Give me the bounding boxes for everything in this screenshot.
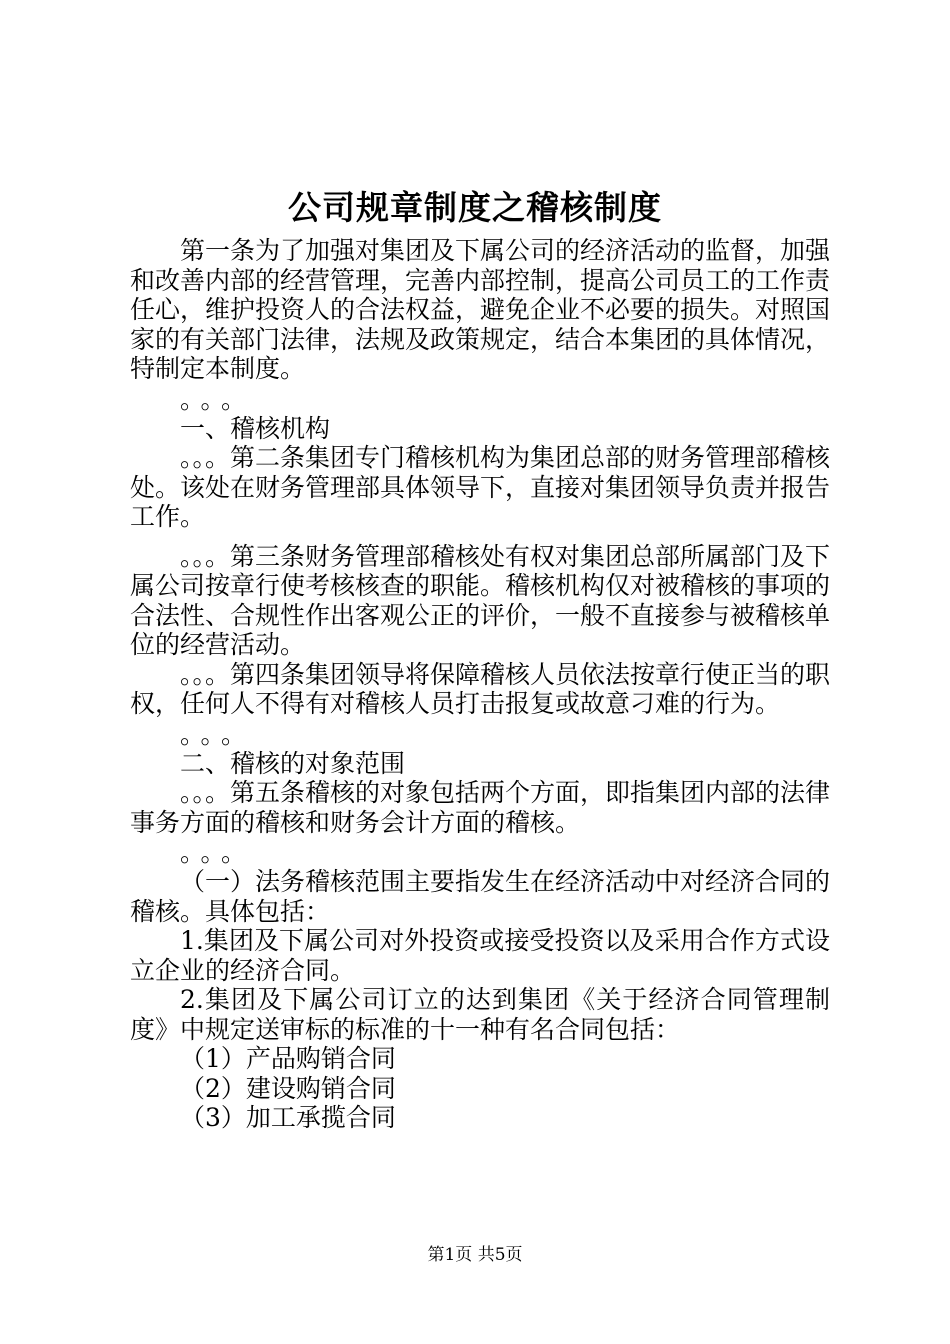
ellipsis-marker: 。。。 [180,838,255,867]
paragraph: 。。。第五条稽核的对象包括两个方面，即指集团内部的法律事务方面的稽核和财务会计方面的稽核。 [130,778,831,837]
paragraph: 。。。第二条集团专门稽核机构为集团总部的财务管理部稽核处。该处在财务管理部具体领导下，直接对集团领导负责并报告工作。 [130,443,831,531]
paragraph: （一）法务稽核范围主要指发生在经济活动中对经济合同的稽核。具体包括： [130,867,831,926]
paragraph: （3）加工承揽合同 [180,1103,396,1132]
paragraph: 第一条为了加强对集团及下属公司的经济活动的监督，加强和改善内部的经营管理，完善内部控制，提高公司员工的工作责任心，维护投资人的合法权益，避免企业不必要的损失。对照国家的有关部门法律，法规及政策规定，结合本集团的具体情况，特制定本制度。 [130,236,831,383]
paragraph: 。。。第三条财务管理部稽核处有权对集团总部所属部门及下属公司按章行使考核核查的职能。稽核机构仅对被稽核的事项的合法性、合规性作出客观公正的评价，一般不直接参与被稽核单位的经营活动。 [130,541,831,659]
paragraph: 1.集团及下属公司对外投资或接受投资以及采用合作方式设立企业的经济合同。 [130,926,830,985]
ellipsis-marker: 。。。 [180,384,255,414]
paragraph: （1）产品购销合同 [180,1044,396,1073]
document-body [130,236,830,1133]
paragraph: 2.集团及下属公司订立的达到集团《关于经济合同管理制度》中规定送审标的标准的十一种有名合同包括： [130,985,830,1044]
paragraph: 二、稽核的对象范围 [180,748,406,778]
paragraph: （2）建设购销合同 [180,1073,396,1103]
paragraph: 。。。第四条集团领导将保障稽核人员依法按章行使正当的职权，任何人不得有对稽核人员打击报复或故意刁难的行为。 [130,659,831,718]
page-footer: 第1页 共5页 [427,1245,523,1265]
paragraph: 一、稽核机构 [180,413,331,443]
document-title: 公司规章制度之稽核制度 [288,188,662,227]
ellipsis-marker: 。。。 [180,719,255,749]
